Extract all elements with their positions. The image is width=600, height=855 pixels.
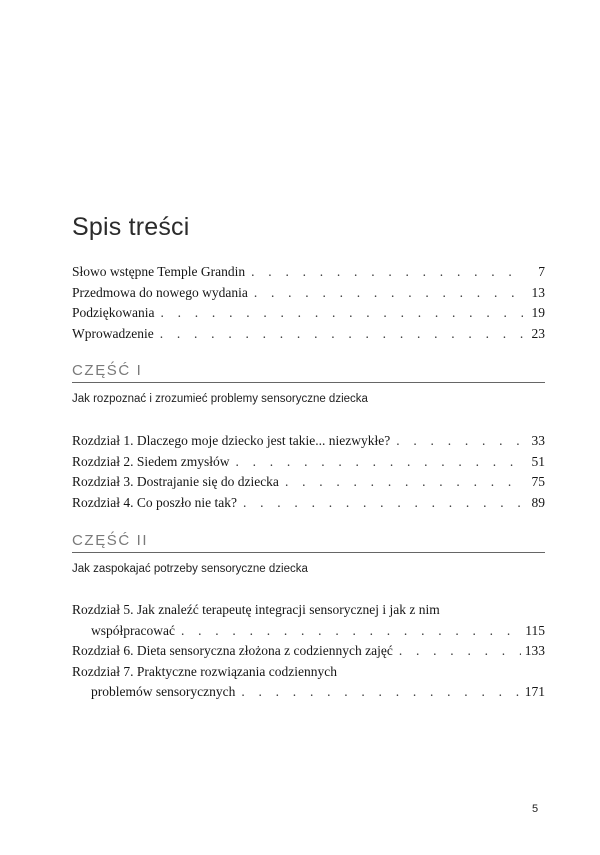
- toc-entry-chapter-2[interactable]: [72, 452, 545, 473]
- toc-entry-page: 13: [531, 284, 545, 300]
- toc-entry-chapter-5[interactable]: [72, 621, 545, 642]
- toc-part-2-chapters: [72, 600, 545, 703]
- page-title: Spis treści: [72, 212, 190, 241]
- toc-entry-title: Podziękowania: [72, 305, 155, 320]
- toc-entry-page: 51: [531, 453, 545, 469]
- dot-leader: [399, 641, 521, 662]
- dot-leader: [396, 431, 523, 452]
- toc-entry-chapter-6[interactable]: [72, 641, 545, 662]
- toc-entry-title: Rozdział 3. Dostrajanie się do dziecka: [72, 474, 279, 489]
- part-2-subtitle: Jak zaspokajać potrzeby sensoryczne dziecka: [72, 563, 308, 575]
- toc-entry-chapter-3[interactable]: [72, 472, 545, 493]
- toc-entry-chapter-5-line-1[interactable]: Rozdział 5. Jak znaleźć terapeutę integracji sensorycznej i jak z nim: [72, 602, 440, 617]
- dot-leader: [160, 324, 523, 345]
- toc-entry-preface[interactable]: [72, 283, 545, 304]
- toc-entry-page: 133: [524, 643, 545, 658]
- toc-entry-title: Przedmowa do nowego wydania: [72, 284, 248, 300]
- toc-entry-title: problemów sensorycznych: [91, 684, 236, 699]
- toc-entry-foreword[interactable]: [72, 262, 545, 283]
- toc-entry-title: Rozdział 4. Co poszło nie tak?: [72, 494, 237, 510]
- dot-leader: [254, 283, 523, 304]
- toc-entry-page: 33: [531, 433, 545, 448]
- toc-front-matter: [72, 262, 545, 344]
- dot-leader: [241, 682, 520, 703]
- toc-entry-page: 7: [538, 264, 545, 279]
- toc-entry-page: 75: [531, 474, 545, 489]
- toc-entry-title: Rozdział 1. Dlaczego moje dziecko jest takie... niezwykłe?: [72, 433, 391, 448]
- toc-entry-title: Rozdział 2. Siedem zmysłów: [72, 453, 230, 469]
- toc-entry-acknowledgements[interactable]: [72, 303, 545, 324]
- toc-entry-page: 171: [524, 684, 545, 699]
- part-2-heading: CZĘŚĆ II: [72, 532, 545, 553]
- page-number: 5: [532, 803, 539, 815]
- toc-entry-introduction[interactable]: [72, 324, 545, 345]
- toc-entry-chapter-7[interactable]: [72, 682, 545, 703]
- toc-entry-title: współpracować: [91, 622, 175, 638]
- toc-entry-page: 23: [531, 325, 545, 341]
- part-1-heading: CZĘŚĆ I: [72, 362, 545, 383]
- toc-entry-chapter-7-line-1[interactable]: Rozdział 7. Praktyczne rozwiązania codziennych: [72, 663, 338, 679]
- toc-entry-chapter-4[interactable]: [72, 493, 545, 514]
- dot-leader: [285, 472, 523, 493]
- toc-entry-page: 115: [525, 622, 545, 638]
- toc-part-1-chapters: [72, 431, 545, 513]
- toc-entry-title: Rozdział 6. Dieta sensoryczna złożona z codziennych zajęć: [72, 643, 393, 658]
- toc-entry-page: 19: [531, 305, 545, 320]
- toc-entry-chapter-1[interactable]: [72, 431, 545, 452]
- toc-entry-page: 89: [531, 494, 545, 510]
- dot-leader: [251, 262, 523, 283]
- toc-entry-title: Wprowadzenie: [72, 325, 154, 341]
- dot-leader: [243, 493, 523, 514]
- dot-leader: [235, 452, 523, 473]
- part-1-subtitle: Jak rozpoznać i zrozumieć problemy sensoryczne dziecka: [72, 393, 368, 405]
- toc-entry-title: Słowo wstępne Temple Grandin: [72, 264, 246, 279]
- dot-leader: [160, 303, 523, 324]
- dot-leader: [181, 621, 521, 642]
